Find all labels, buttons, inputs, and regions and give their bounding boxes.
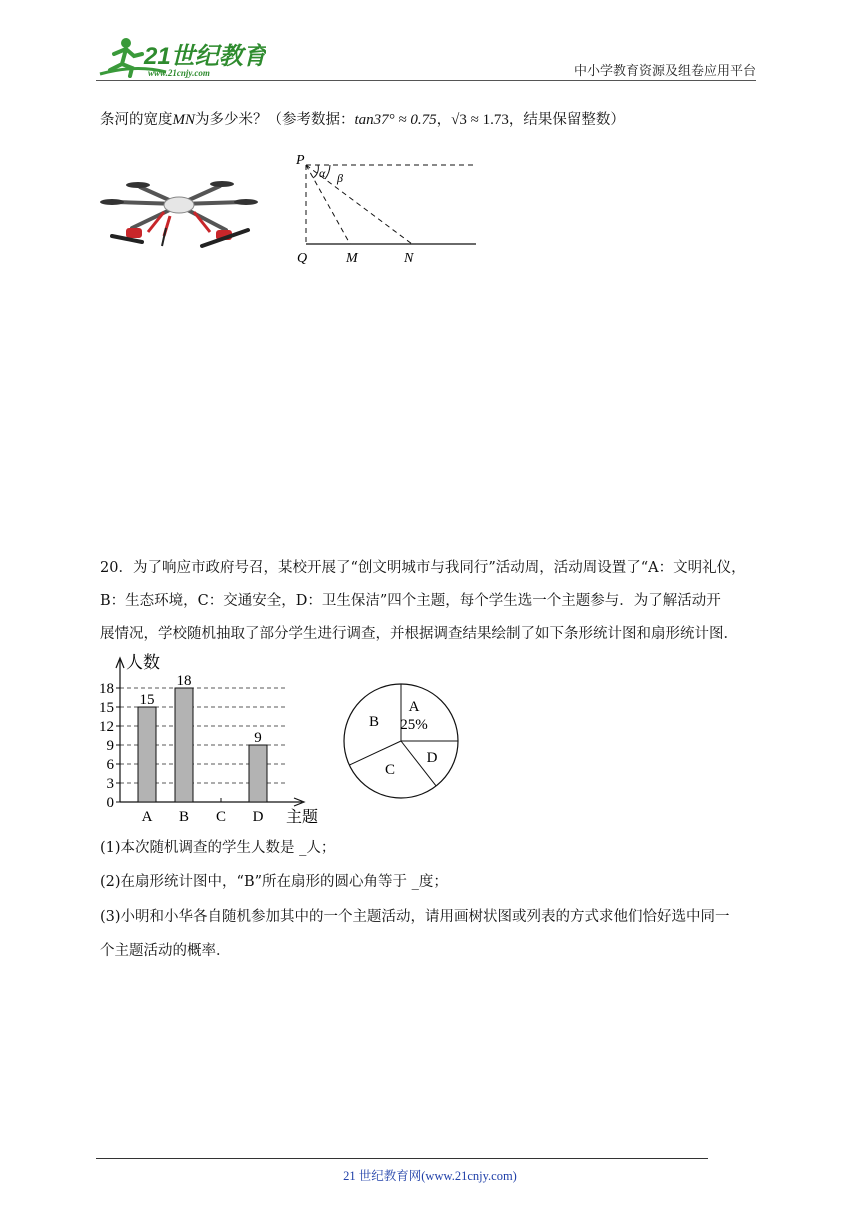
pie-percent-a: 25% <box>400 717 428 733</box>
x-axis-title: 主题 <box>286 809 319 826</box>
point-q-label: Q <box>297 251 308 266</box>
point-p-label: P <box>296 153 305 168</box>
q20-sub2: (2)在扇形统计图中，“B”所在扇形的圆心角等于 _度； <box>100 874 448 890</box>
y-axis-title: 人数 <box>126 653 160 672</box>
q20-sub1: (1)本次随机调查的学生人数是 _人； <box>100 840 336 856</box>
q19-sep: ， <box>436 112 452 128</box>
drone-image <box>98 172 260 252</box>
footer-divider <box>96 1158 708 1159</box>
x-tick-label: C <box>215 809 227 825</box>
point-n-label: N <box>404 251 414 266</box>
bar-a <box>138 707 156 802</box>
site-logo <box>96 34 266 80</box>
bar-data-label: 9 <box>254 730 262 746</box>
pie-label-c: C <box>384 762 396 778</box>
q20-line2: B：生态环境，C：交通安全，D：卫生保洁”四个主题，每个学生选一个主题参与．为了解活动开 <box>100 593 721 609</box>
q20-line3: 展情况，学校随机抽取了部分学生进行调查，并根据调查结果绘制了如下条形统计图和扇形统计图． <box>100 626 738 642</box>
angle-beta-label: β <box>337 171 343 185</box>
q19-text <box>100 110 625 130</box>
pie-chart <box>336 676 466 806</box>
q19-text-mid: 为多少米？（参考数据： <box>195 112 355 128</box>
bar-b <box>175 688 193 802</box>
q19-text-end: ，结果保留整数） <box>508 112 625 128</box>
y-tick-label: 6 <box>106 757 114 773</box>
logo-subtitle: www.21cnjy.com <box>148 68 210 78</box>
y-tick-label: 15 <box>99 700 114 716</box>
y-tick-label: 9 <box>106 738 114 754</box>
q19-mn: MN <box>172 112 195 128</box>
point-m-label: M <box>346 251 358 266</box>
bar-chart <box>96 650 336 830</box>
q19-text-before: 条河的宽度 <box>100 112 173 128</box>
bar-d <box>249 745 267 802</box>
x-tick-label: D <box>252 809 264 825</box>
bar-data-label: 15 <box>139 692 155 708</box>
pie-label-d: D <box>426 750 438 766</box>
y-tick-label: 0 <box>106 795 114 811</box>
geometry-diagram <box>292 150 492 268</box>
y-tick-label: 12 <box>99 719 114 735</box>
x-tick-label: B <box>178 809 190 825</box>
q20-line1: 20．为了响应市政府号召，某校开展了“创文明城市与我同行”活动周，活动周设置了“A：文明礼仪， <box>100 560 746 576</box>
q19-tan-expr: tan37° ≈ 0.75 <box>354 112 437 128</box>
platform-name: 中小学教育资源及组卷应用平台 <box>573 64 756 79</box>
pie-label-b: B <box>368 714 380 730</box>
bar-data-label: 18 <box>176 673 192 689</box>
q19-sqrt-expr: √3 ≈ 1.73 <box>451 112 509 128</box>
x-tick-label: A <box>141 809 153 825</box>
q20-sub3-line1: (3)小明和小华各自随机参加其中的一个主题活动，请用画树状图或列表的方式求他们恰好选中同一 <box>100 909 730 925</box>
header-divider <box>96 80 756 81</box>
y-tick-label: 18 <box>99 681 114 697</box>
angle-alpha-label: α <box>319 166 326 180</box>
y-tick-label: 3 <box>106 776 114 792</box>
q20-sub3-line2: 个主题活动的概率． <box>100 943 231 959</box>
logo-title: 21世纪教育 <box>144 43 266 70</box>
footer-link[interactable]: 21 世纪教育网(www.21cnjy.com) <box>343 1169 517 1183</box>
pie-label-a: A <box>408 699 420 715</box>
